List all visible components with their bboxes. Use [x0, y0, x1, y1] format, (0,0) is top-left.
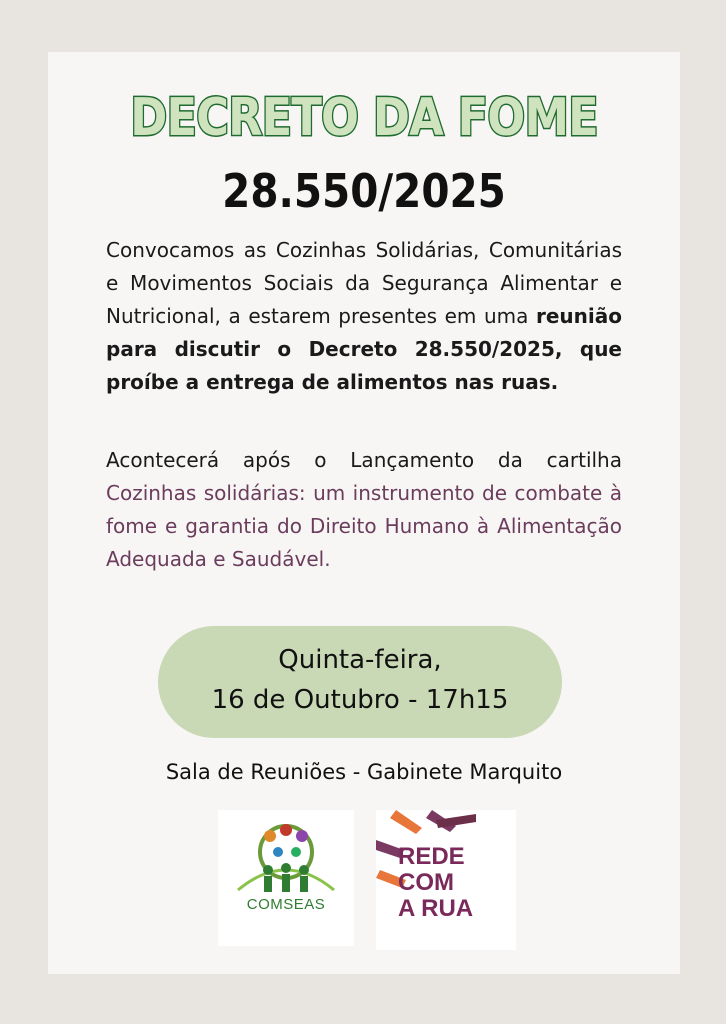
rede-line-2: COM	[398, 869, 454, 896]
comseas-label: COMSEAS	[246, 896, 326, 913]
flyer-title: DECRETO DA FOME	[130, 88, 598, 148]
date-pill	[158, 626, 562, 738]
comseas-logo	[218, 810, 354, 946]
date-time: 16 de Outubro - 17h15	[211, 685, 509, 715]
launch-text: Acontecerá após o Lançamento da cartilha	[106, 448, 622, 472]
intro-bold-text: reunião para discutir o Decreto 28.550/2025, que proíbe a entrega de alimentos nas ruas.	[106, 304, 622, 394]
intro-paragraph	[106, 234, 622, 399]
rede-line-3: A RUA	[398, 895, 474, 922]
comseas-emblem-icon	[218, 810, 354, 946]
intro-text: Convocamos as Cozinhas Solidárias, Comunitárias e Movimentos Sociais da Segurança Alimentar e Nutricional, a estarem presentes em uma	[106, 238, 622, 328]
rede-label	[398, 844, 508, 922]
rede-com-a-rua-logo	[376, 810, 516, 950]
rede-line-1: REDE	[398, 843, 465, 870]
decree-number: 28.550/2025	[222, 164, 506, 218]
date-weekday: Quinta-feira,	[278, 645, 442, 675]
launch-paragraph	[106, 444, 622, 576]
booklet-title: Cozinhas solidárias: um instrumento de combate à fome e garantia do Direito Humano à Alimentação Adequada e Saudável.	[106, 481, 622, 571]
flyer-card	[48, 52, 680, 974]
venue: Sala de Reuniões - Gabinete Marquito	[165, 760, 563, 784]
